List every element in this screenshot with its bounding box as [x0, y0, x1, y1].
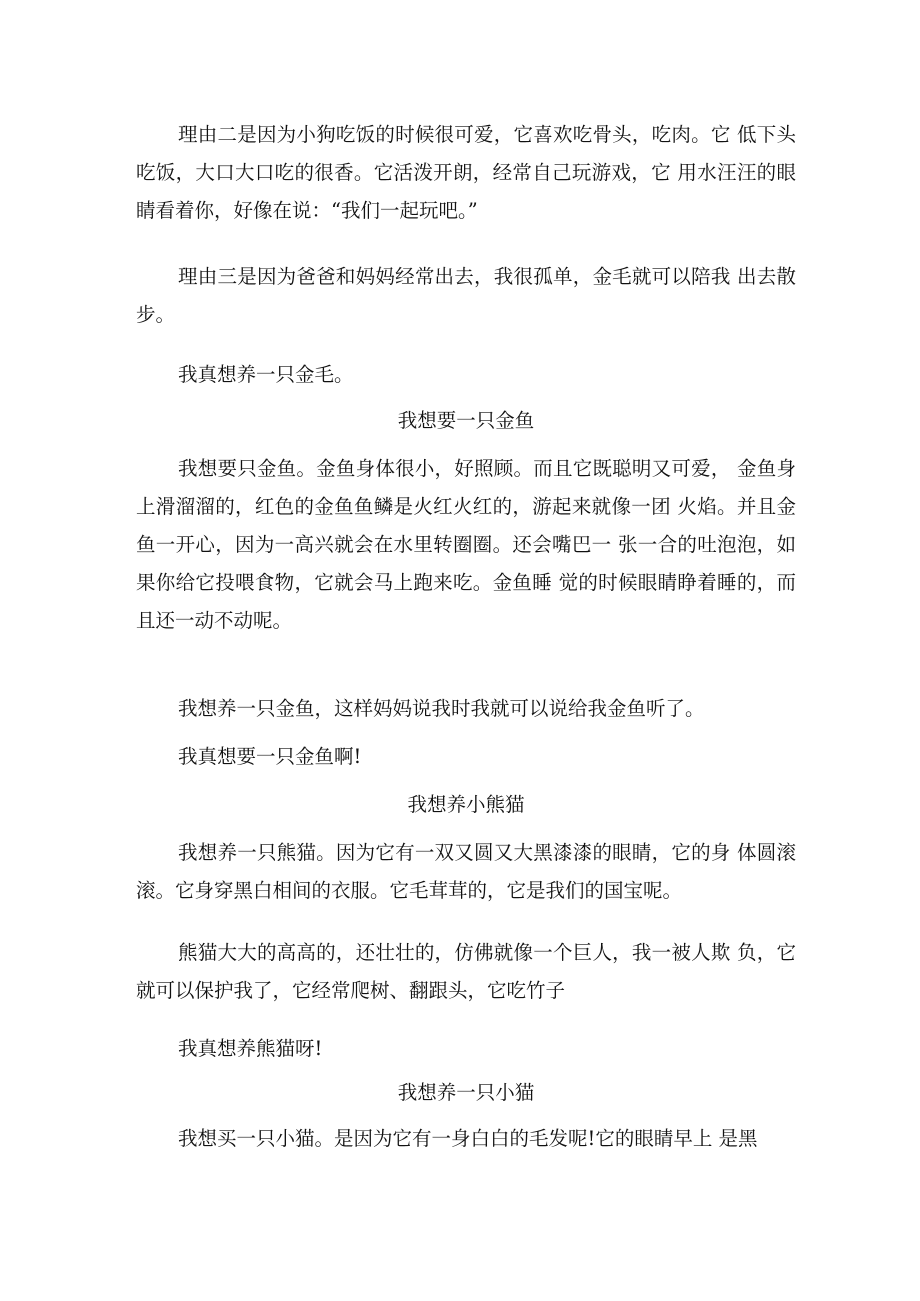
paragraph-panda-protect: 熊猫大大的高高的，还壮壮的，仿佛就像一个巨人，我一被人欺 负，它就可以保护我了，它经常爬树、翻跟头，它吃竹子 [136, 941, 796, 1002]
paragraph-want-panda: 我真想养熊猫呀! [178, 1037, 323, 1060]
paragraph-panda-description: 我想养一只熊猫。因为它有一双又圆又大黑漆漆的眼睛，它的身 体圆滚滚。它身穿黑白相间的衣服。它毛茸茸的，它是我们的国宝呢。 [136, 841, 796, 902]
section-title-panda: 我想养小熊猫 [407, 793, 525, 816]
paragraph-goldfish-mom: 我想养一只金鱼，这样妈妈说我时我就可以说给我金鱼听了。 [178, 697, 705, 720]
paragraph-want-golden-retriever: 我真想养一只金毛。 [178, 363, 354, 386]
section-title-goldfish: 我想要一只金鱼 [397, 409, 535, 432]
paragraph-kitten-description: 我想买一只小猫。是因为它有一身白白的毛发呢!它的眼睛早上 是黑 [178, 1127, 758, 1150]
paragraph-goldfish-description: 我想要只金鱼。金鱼身体很小，好照顾。而且它既聪明又可爱， 金鱼身上滑溜溜的，红色的金鱼鱼鳞是火红火红的，游起来就像一团 火焰。并且金鱼一开心，因为一高兴就会在水里转圈圈。还会嘴巴一 张一合的吐泡泡，如果你给它投喂食物，它就会马上跑来吃。金鱼睡 觉的时候眼睛睁着睡的，而且还一动不动呢。 [136, 457, 796, 632]
paragraph-dog-reason-two: 理由二是因为小狗吃饭的时候很可爱，它喜欢吃骨头，吃肉。它 低下头吃饭，大口大口吃的很香。它活泼开朗，经常自己玩游戏，它 用水汪汪的眼睛看着你，好像在说：“我们一起玩吧。” [136, 123, 796, 222]
paragraph-dog-reason-three: 理由三是因为爸爸和妈妈经常出去，我很孤单，金毛就可以陪我 出去散步。 [136, 265, 796, 326]
section-title-kitten: 我想养一只小猫 [397, 1081, 535, 1104]
paragraph-want-goldfish: 我真想要一只金鱼啊! [178, 745, 362, 768]
